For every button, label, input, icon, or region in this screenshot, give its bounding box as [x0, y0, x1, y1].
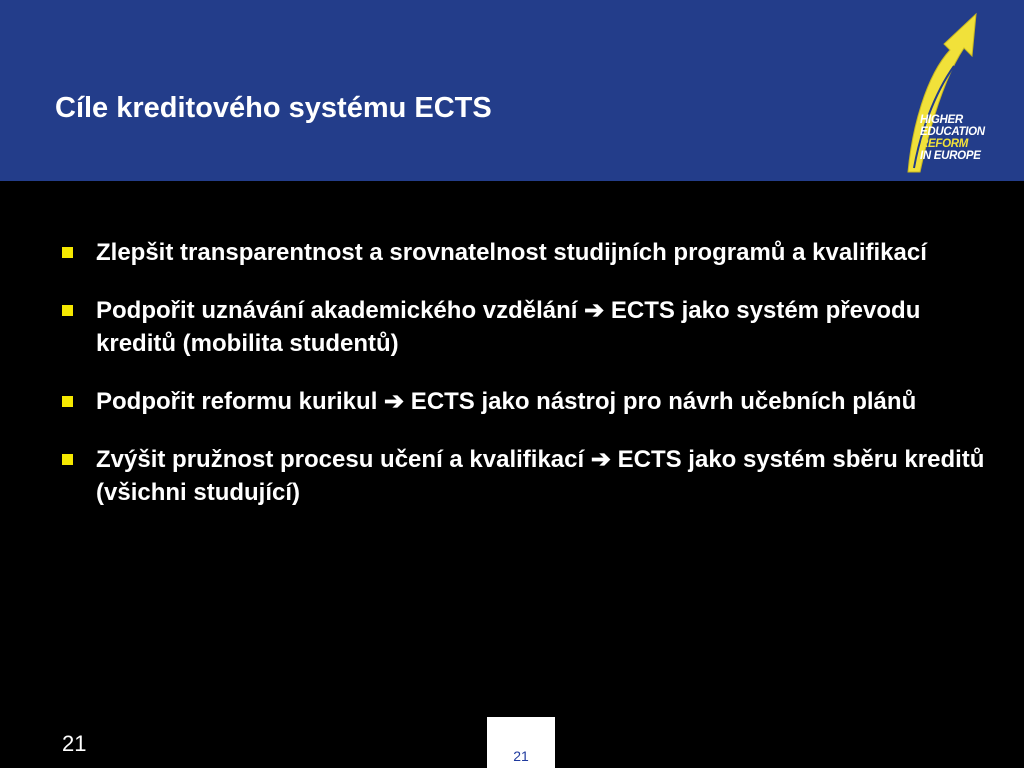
bullet-square-icon [62, 247, 73, 258]
header-band [0, 0, 1024, 181]
logo-line-reform: REFORM [920, 138, 969, 150]
arrow-right-icon: ➔ [584, 297, 605, 324]
bullet-text: Zlepšit transparentnost a srovnatelnost studijních programů a kvalifikací [96, 239, 927, 266]
arrow-right-icon: ➔ [384, 388, 405, 415]
bullet-text: Podpořit uznávání akademického vzdělání [96, 297, 585, 324]
slide-title: Cíle kreditového systému ECTS [55, 92, 492, 124]
arrow-right-icon: ➔ [590, 446, 611, 473]
bullet-list [58, 236, 988, 534]
higher-education-reform-logo [900, 8, 1000, 176]
page-number: 21 [62, 731, 87, 756]
bullet-square-icon [62, 454, 73, 465]
bullet-item [58, 385, 988, 418]
logo-line-education: EDUCATION [920, 126, 985, 138]
logo-line-higher: HIGHER [920, 114, 963, 126]
logo-text [920, 114, 985, 162]
bullet-text: ECTS jako nástroj pro návrh učebních plánů [404, 388, 917, 415]
bullet-text: Zvýšit pružnost procesu učení a kvalifikací [96, 446, 591, 473]
bullet-text: Podpořit reformu kurikul [96, 388, 385, 415]
bullet-item [58, 236, 988, 269]
bullet-square-icon [62, 396, 73, 407]
bullet-text: ECTS jako systém převodu kreditů (mobilita studentů) [96, 297, 921, 357]
logo-line-in-europe: IN EUROPE [920, 150, 981, 162]
bullet-square-icon [62, 305, 73, 316]
bullet-item [58, 443, 988, 509]
bullet-item [58, 294, 988, 360]
placeholder-number: 21 [513, 748, 529, 764]
slide-number-placeholder [487, 717, 555, 768]
bullet-text: ECTS jako systém sběru kreditů (všichni studující) [96, 446, 985, 506]
